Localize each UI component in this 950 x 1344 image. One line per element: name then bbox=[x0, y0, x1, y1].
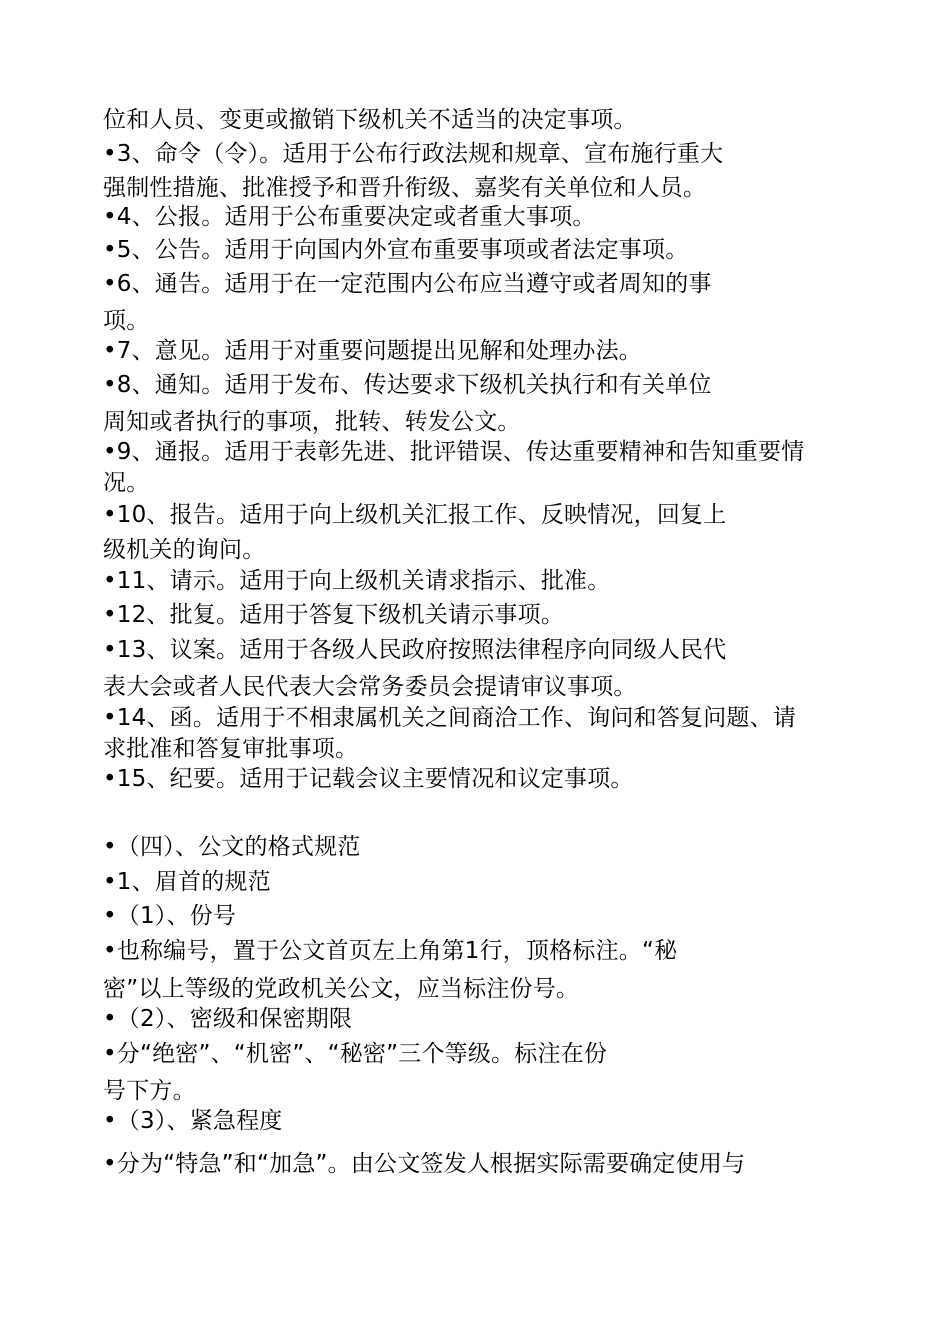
text-line: •8、通知。适用于发布、传达要求下级机关执行和有关单位 bbox=[103, 372, 712, 398]
text-line: •也称编号，置于公文首页左上角第1行，顶格标注。“秘 bbox=[103, 938, 678, 964]
text-line: •（3）、紧急程度 bbox=[103, 1108, 283, 1134]
text-line: •（2）、密级和保密期限 bbox=[103, 1006, 353, 1032]
text-line: •6、通告。适用于在一定范围内公布应当遵守或者周知的事 bbox=[103, 271, 712, 297]
text-line: •15、纪要。适用于记载会议主要情况和议定事项。 bbox=[103, 766, 634, 792]
text-line: •5、公告。适用于向国内外宣布重要事项或者法定事项。 bbox=[103, 237, 689, 263]
text-line: •9、通报。适用于表彰先进、批评错误、传达重要精神和告知重要情 bbox=[103, 439, 805, 465]
text-line: •4、公报。适用于公布重要决定或者重大事项。 bbox=[103, 204, 596, 230]
text-line: 周知或者执行的事项，批转、转发公文。 bbox=[103, 409, 521, 435]
text-line: •7、意见。适用于对重要问题提出见解和处理办法。 bbox=[103, 338, 642, 364]
text-line: •1、眉首的规范 bbox=[103, 869, 271, 895]
text-line: •11、请示。适用于向上级机关请求指示、批准。 bbox=[103, 568, 611, 594]
text-line: •分“绝密”、“机密”、“秘密”三个等级。标注在份 bbox=[103, 1041, 608, 1067]
text-line: 求批准和答复审批事项。 bbox=[103, 736, 359, 762]
text-line: 级机关的询问。 bbox=[103, 537, 266, 563]
text-line: •3、命令（令）。适用于公布行政法规和规章、宣布施行重大 bbox=[103, 141, 724, 167]
text-line: •14、函。适用于不相隶属机关之间商洽工作、询问和答复问题、请 bbox=[103, 705, 797, 731]
text-line: •（1）、份号 bbox=[103, 903, 237, 929]
text-line: •13、议案。适用于各级人民政府按照法律程序向同级人民代 bbox=[103, 637, 727, 663]
text-line: 项。 bbox=[103, 308, 150, 334]
text-line: 号下方。 bbox=[103, 1078, 196, 1104]
text-line: 况。 bbox=[103, 470, 150, 496]
text-line: 强制性措施、批准授予和晋升衔级、嘉奖有关单位和人员。 bbox=[103, 175, 707, 201]
section-heading: •（四）、公文的格式规范 bbox=[103, 834, 361, 860]
text-line: •10、报告。适用于向上级机关汇报工作、反映情况，回复上 bbox=[103, 502, 727, 528]
text-line: 表大会或者人民代表大会常务委员会提请审议事项。 bbox=[103, 674, 637, 700]
text-line: 位和人员、变更或撤销下级机关不适当的决定事项。 bbox=[103, 107, 637, 133]
text-line: 密”以上等级的党政机关公文，应当标注份号。 bbox=[103, 976, 580, 1002]
text-line: •12、批复。适用于答复下级机关请示事项。 bbox=[103, 602, 565, 628]
text-line: •分为“特急”和“加急”。由公文签发人根据实际需要确定使用与 bbox=[103, 1151, 746, 1177]
